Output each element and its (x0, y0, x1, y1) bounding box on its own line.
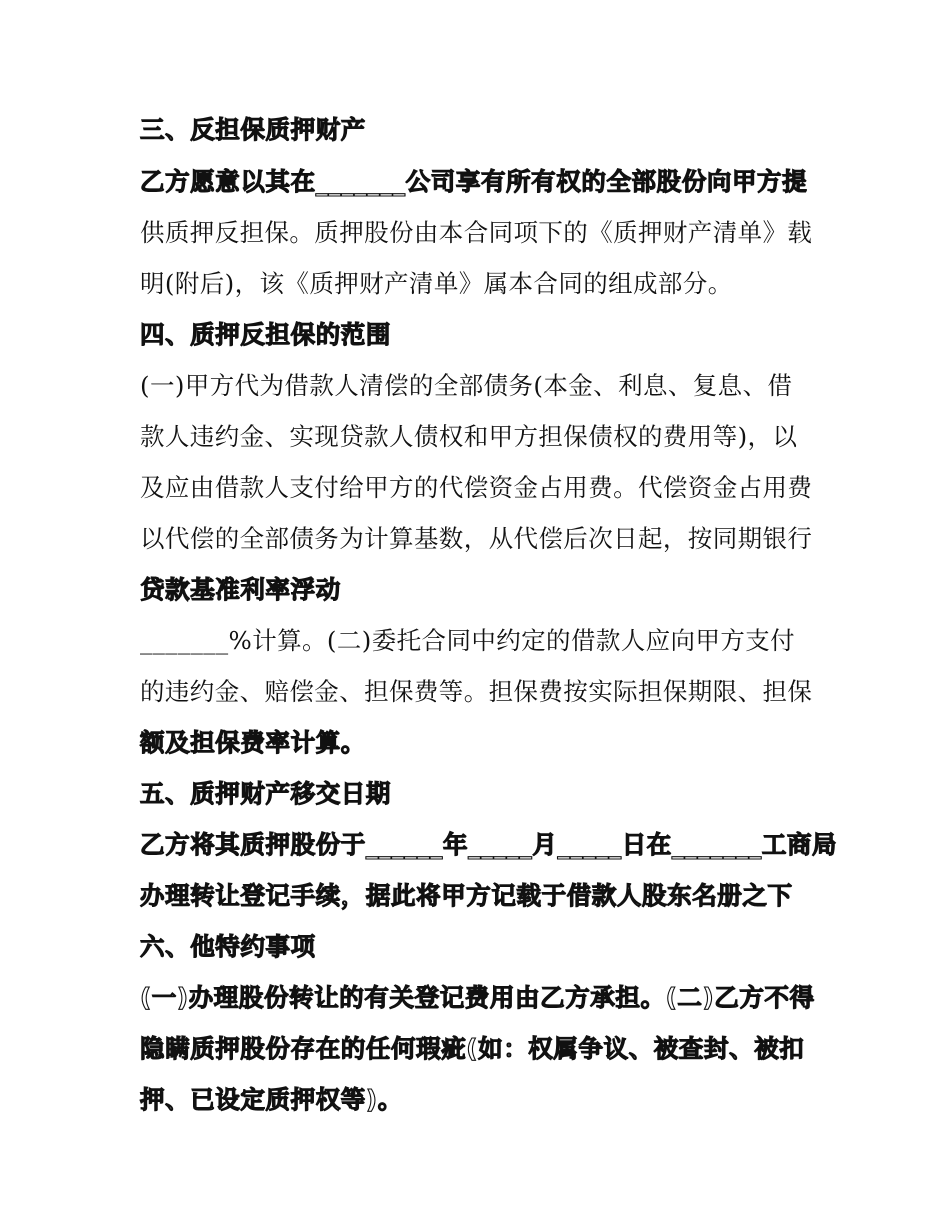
paragraph-line: _______%计算。(二)委托合同中约定的借款人应向甲方支付 (140, 626, 796, 655)
paragraph-line: 款人违约金、实现贷款人债权和甲方担保债权的费用等)，以 (140, 422, 798, 451)
paragraph-line: 明(附后)，该《质押财产清单》属本合同的组成部分。 (140, 269, 733, 298)
paragraph-line: 及应由借款人支付给甲方的代偿资金占用费。代偿资金占用费 (140, 473, 813, 502)
paragraph-line: 的违约金、赔偿金、担保费等。担保费按实际担保期限、担保 (140, 677, 813, 706)
paragraph-line: 贷款基准利率浮动 (140, 575, 341, 604)
paragraph-line: (一)办理股份转让的有关登记费用由乙方承担。(二)乙方不得 (140, 983, 815, 1012)
paragraph-line: 隐瞒质押股份存在的任何瑕疵(如：权属争议、被查封、被扣 (140, 1034, 805, 1063)
paragraph-line: 以代偿的全部债务为计算基数，从代偿后次日起，按同期银行 (140, 524, 813, 553)
paragraph-line: 供质押反担保。质押股份由本合同项下的《质押财产清单》载 (140, 218, 813, 247)
paragraph-line: 办理转让登记手续，据此将甲方记载于借款人股东名册之下 (140, 881, 793, 910)
paragraph-line: 额及担保费率计算。 (140, 728, 366, 757)
paragraph-line: 乙方将其质押股份于______年_____月_____日在_______工商局 (140, 830, 838, 859)
section-heading-3: 三、反担保质押财产 (140, 115, 366, 144)
paragraph-line: (一)甲方代为借款人清偿的全部债务(本金、利息、复息、借 (140, 371, 793, 400)
section-heading-5: 五、质押财产移交日期 (140, 779, 391, 808)
paragraph-line: 押、已设定质押权等)。 (140, 1085, 403, 1114)
paragraph-line: 乙方愿意以其在_______公司享有所有权的全部股份向甲方提 (140, 167, 808, 196)
section-heading-6: 六、他特约事项 (140, 932, 316, 961)
section-heading-4: 四、质押反担保的范围 (140, 320, 391, 349)
